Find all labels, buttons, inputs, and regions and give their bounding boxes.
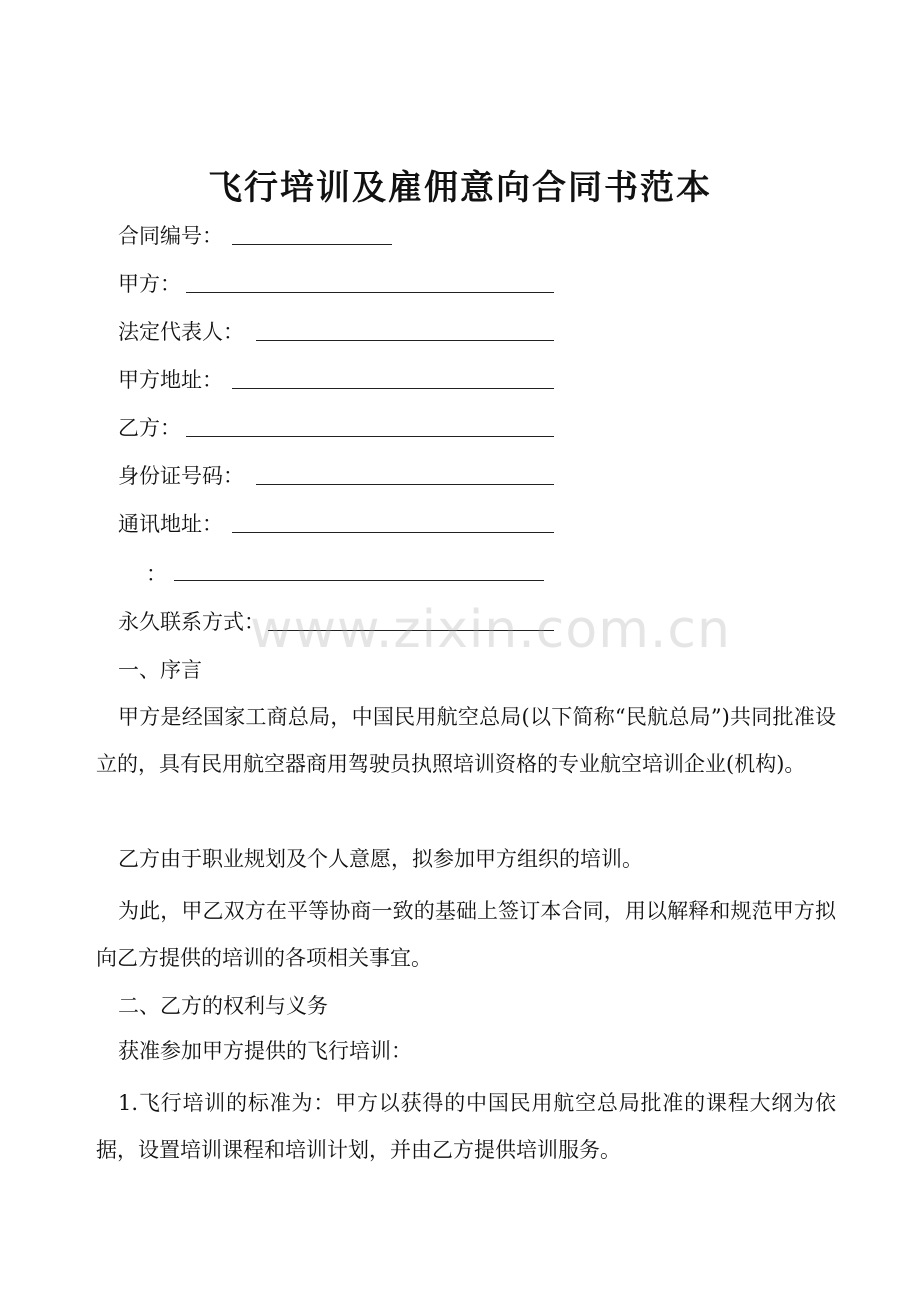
legal-rep-label: 法定代表人： xyxy=(118,320,244,344)
party-b-blank[interactable] xyxy=(186,436,554,437)
party-a-address-blank[interactable] xyxy=(232,388,554,389)
section-1-paragraph-1: 甲方是经国家工商总局，中国民用航空总局(以下简称“民航总局”)共同批准设立的，具有民用航空器商用驾驶员执照培训资格的专业航空培训企业(机构)。 xyxy=(96,705,836,776)
section-1-paragraph-2: 乙方由于职业规划及个人意愿，拟参加甲方组织的培训。 xyxy=(118,847,643,871)
contract-no-label: 合同编号： xyxy=(118,224,223,248)
section-1-heading: 一、序言 xyxy=(118,658,202,682)
party-a-label: 甲方： xyxy=(118,272,181,296)
mailing-address-blank[interactable] xyxy=(232,532,554,533)
permanent-contact-label: 永久联系方式： xyxy=(118,610,265,634)
section-2-paragraph-2: 1.飞行培训的标准为：甲方以获得的中国民用航空总局批准的课程大纲为依据，设置培训课程和培训计划，并由乙方提供培训服务。 xyxy=(96,1091,836,1162)
mailing-address-label: 通讯地址： xyxy=(118,512,223,536)
legal-rep-blank[interactable] xyxy=(256,340,554,341)
blank-label: ： xyxy=(146,562,167,586)
blank-field-line[interactable] xyxy=(174,580,544,581)
section-1-paragraph-3: 为此，甲乙双方在平等协商一致的基础上签订本合同，用以解释和规范甲方拟向乙方提供的培训的各项相关事宜。 xyxy=(96,899,836,970)
party-a-blank[interactable] xyxy=(186,292,554,293)
document-title: 飞行培训及雇佣意向合同书范本 xyxy=(208,168,712,208)
party-a-address-label: 甲方地址： xyxy=(118,368,223,392)
section-2-heading: 二、乙方的权利与义务 xyxy=(118,994,328,1018)
id-number-blank[interactable] xyxy=(256,484,554,485)
watermark-text: www.zixin.com.cn xyxy=(250,600,731,660)
section-2-paragraph-1: 获准参加甲方提供的飞行培训： xyxy=(118,1039,412,1063)
contract-no-blank[interactable] xyxy=(232,244,392,245)
id-number-label: 身份证号码： xyxy=(118,464,244,488)
party-b-label: 乙方： xyxy=(118,416,181,440)
